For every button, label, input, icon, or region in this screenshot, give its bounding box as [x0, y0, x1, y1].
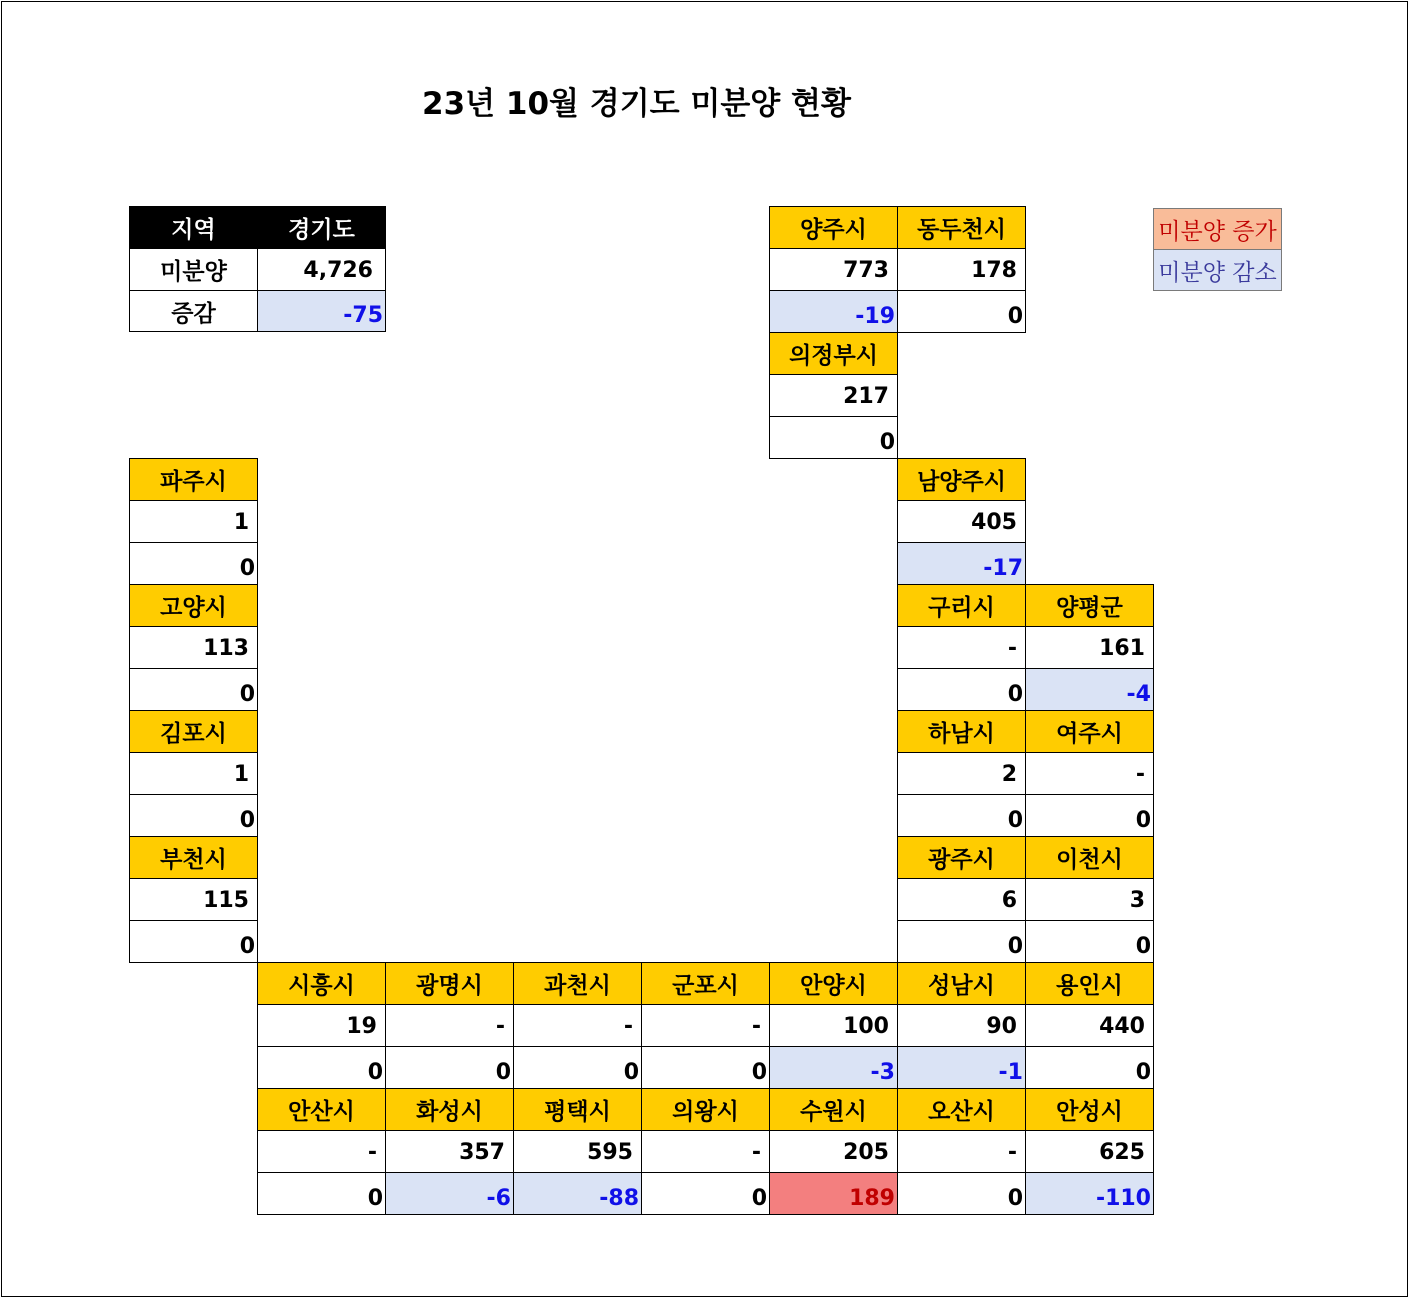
city-change-value: 0 — [129, 542, 258, 585]
city-name: 오산시 — [897, 1088, 1026, 1131]
city-change-value: 189 — [769, 1172, 898, 1215]
city-change-value: -1 — [897, 1046, 1026, 1089]
city-change-value: -4 — [1025, 668, 1154, 711]
city-change-value: 0 — [129, 668, 258, 711]
city-unsold-value: 405 — [897, 500, 1026, 543]
city-name: 하남시 — [897, 710, 1026, 753]
city-unsold-value: - — [1025, 752, 1154, 795]
city-name: 양주시 — [769, 206, 898, 249]
city-change-value: -17 — [897, 542, 1026, 585]
city-name: 의왕시 — [641, 1088, 770, 1131]
city-name: 동두천시 — [897, 206, 1026, 249]
city-name: 고양시 — [129, 584, 258, 627]
city-name: 안양시 — [769, 962, 898, 1005]
city-unsold-value: 113 — [129, 626, 258, 669]
city-unsold-value: 1 — [129, 500, 258, 543]
city-name: 평택시 — [513, 1088, 642, 1131]
city-unsold-value: - — [897, 626, 1026, 669]
city-unsold-value: 19 — [257, 1004, 386, 1047]
city-change-value: 0 — [897, 1172, 1026, 1215]
city-change-value: 0 — [129, 794, 258, 837]
city-change-value: 0 — [897, 290, 1026, 333]
city-change-value: -6 — [385, 1172, 514, 1215]
city-name: 여주시 — [1025, 710, 1154, 753]
city-change-value: 0 — [641, 1172, 770, 1215]
city-change-value: 0 — [257, 1046, 386, 1089]
city-name: 안성시 — [1025, 1088, 1154, 1131]
city-change-value: 0 — [1025, 1046, 1154, 1089]
city-change-value: 0 — [897, 668, 1026, 711]
city-change-value: -19 — [769, 290, 898, 333]
city-unsold-value: 115 — [129, 878, 258, 921]
city-unsold-value: - — [257, 1130, 386, 1173]
city-name: 군포시 — [641, 962, 770, 1005]
city-unsold-value: 178 — [897, 248, 1026, 291]
city-unsold-value: 205 — [769, 1130, 898, 1173]
city-name: 양평군 — [1025, 584, 1154, 627]
city-change-value: -3 — [769, 1046, 898, 1089]
city-change-value: 0 — [1025, 920, 1154, 963]
city-unsold-value: 161 — [1025, 626, 1154, 669]
city-unsold-value: 3 — [1025, 878, 1154, 921]
city-unsold-value: 595 — [513, 1130, 642, 1173]
summary-unsold-value: 4,726 — [257, 248, 386, 291]
legend-increase: 미분양 증가 — [1153, 208, 1282, 250]
city-change-value: 0 — [257, 1172, 386, 1215]
city-unsold-value: 440 — [1025, 1004, 1154, 1047]
city-unsold-value: 625 — [1025, 1130, 1154, 1173]
city-change-value: -110 — [1025, 1172, 1154, 1215]
city-name: 안산시 — [257, 1088, 386, 1131]
city-unsold-value: - — [641, 1130, 770, 1173]
city-name: 의정부시 — [769, 332, 898, 375]
city-name: 용인시 — [1025, 962, 1154, 1005]
city-name: 광주시 — [897, 836, 1026, 879]
summary-unsold-label: 미분양 — [129, 248, 258, 291]
summary-change-value: -75 — [257, 290, 386, 332]
city-unsold-value: - — [385, 1004, 514, 1047]
city-unsold-value: 1 — [129, 752, 258, 795]
city-name: 시흥시 — [257, 962, 386, 1005]
city-name: 구리시 — [897, 584, 1026, 627]
city-unsold-value: - — [513, 1004, 642, 1047]
legend-decrease: 미분양 감소 — [1153, 249, 1282, 291]
city-change-value: 0 — [385, 1046, 514, 1089]
city-change-value: 0 — [897, 920, 1026, 963]
city-name: 화성시 — [385, 1088, 514, 1131]
city-change-value: 0 — [897, 794, 1026, 837]
city-unsold-value: 217 — [769, 374, 898, 417]
city-name: 부천시 — [129, 836, 258, 879]
city-name: 과천시 — [513, 962, 642, 1005]
city-name: 수원시 — [769, 1088, 898, 1131]
city-unsold-value: 773 — [769, 248, 898, 291]
city-change-value: -88 — [513, 1172, 642, 1215]
city-unsold-value: 357 — [385, 1130, 514, 1173]
summary-region-value: 경기도 — [257, 206, 386, 249]
city-change-value: 0 — [1025, 794, 1154, 837]
city-change-value: 0 — [513, 1046, 642, 1089]
city-change-value: 0 — [129, 920, 258, 963]
city-change-value: 0 — [769, 416, 898, 459]
summary-change-label: 증감 — [129, 290, 258, 332]
city-name: 이천시 — [1025, 836, 1154, 879]
city-name: 남양주시 — [897, 458, 1026, 501]
city-unsold-value: - — [897, 1130, 1026, 1173]
city-name: 광명시 — [385, 962, 514, 1005]
city-unsold-value: 100 — [769, 1004, 898, 1047]
city-name: 김포시 — [129, 710, 258, 753]
city-unsold-value: 90 — [897, 1004, 1026, 1047]
city-name: 파주시 — [129, 458, 258, 501]
page-title: 23년 10월 경기도 미분양 현황 — [422, 86, 851, 122]
city-unsold-value: 2 — [897, 752, 1026, 795]
city-change-value: 0 — [641, 1046, 770, 1089]
city-name: 성남시 — [897, 962, 1026, 1005]
city-unsold-value: - — [641, 1004, 770, 1047]
summary-region-label: 지역 — [129, 206, 258, 249]
city-unsold-value: 6 — [897, 878, 1026, 921]
